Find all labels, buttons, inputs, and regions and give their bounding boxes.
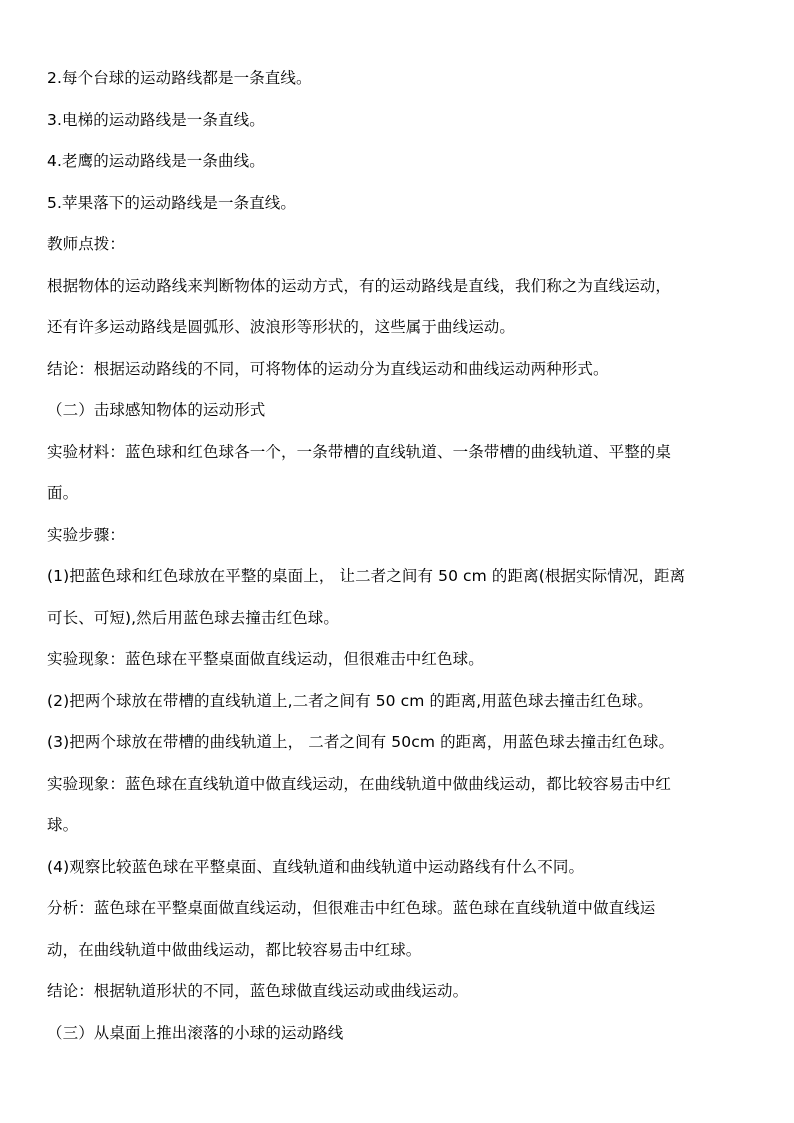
text-line-12: 实验步骤：	[47, 525, 126, 544]
text-line-8: 结论：根据运动路线的不同，可将物体的运动分为直线运动和曲线运动两种形式。	[47, 359, 609, 378]
text-line-20: (4)观察比较蓝色球在平整桌面、直线轨道和曲线轨道中运动路线有什么不同。	[47, 857, 585, 876]
text-line-17: (3)把两个球放在带槽的曲线轨道上， 二者之间有 50cm 的距离，用蓝色球去撞击红色球。	[47, 733, 675, 751]
text-line-15: 实验现象：蓝色球在平整桌面做直线运动，但很难击中红色球。	[47, 650, 484, 668]
document-page	[47, 58, 747, 1054]
text-line-11: 面。	[47, 484, 79, 502]
text-line-5: 教师点拨：	[47, 235, 126, 253]
text-line-23: 结论：根据轨道形状的不同，蓝色球做直线运动或曲线运动。	[47, 982, 469, 1000]
text-line-7: 还有许多运动路线是圆弧形、波浪形等形状的，这些属于曲线运动。	[47, 318, 516, 336]
text-line-14: 可长、可短),然后用蓝色球去撞击红色球。	[47, 608, 339, 627]
text-line-21: 分析：蓝色球在平整桌面做直线运动，但很难击中红色球。蓝色球在直线轨道中做直线运	[47, 899, 656, 917]
section-heading-2: （二）击球感知物体的运动形式	[47, 401, 266, 419]
section-heading-3: （三）从桌面上推出滚落的小球的运动路线	[47, 1023, 344, 1042]
text-line-22: 动，在曲线轨道中做曲线运动，都比较容易击中红球。	[47, 940, 422, 959]
text-line-6: 根据物体的运动路线来判断物体的运动方式，有的运动路线是直线，我们称之为直线运动，	[47, 276, 672, 295]
text-line-4: 5.苹果落下的运动路线是一条直线。	[47, 193, 296, 212]
text-line-19: 球。	[47, 816, 79, 834]
text-line-2: 3.电梯的运动路线是一条直线。	[47, 110, 265, 129]
text-line-18: 实验现象：蓝色球在直线轨道中做直线运动，在曲线轨道中做曲线运动，都比较容易击中红	[47, 774, 672, 793]
text-line-13: (1)把蓝色球和红色球放在平整的桌面上， 让二者之间有 50 cm 的距离(根据实际情况，距离	[47, 567, 686, 585]
text-line-3: 4.老鹰的运动路线是一条曲线。	[47, 152, 265, 170]
text-line-1: 2.每个台球的运动路线都是一条直线。	[47, 69, 312, 87]
text-line-10: 实验材料：蓝色球和红色球各一个，一条带槽的直线轨道、一条带槽的曲线轨道、平整的桌	[47, 442, 672, 461]
text-line-16: (2)把两个球放在带槽的直线轨道上,二者之间有 50 cm 的距离,用蓝色球去撞击红色球。	[47, 691, 653, 710]
